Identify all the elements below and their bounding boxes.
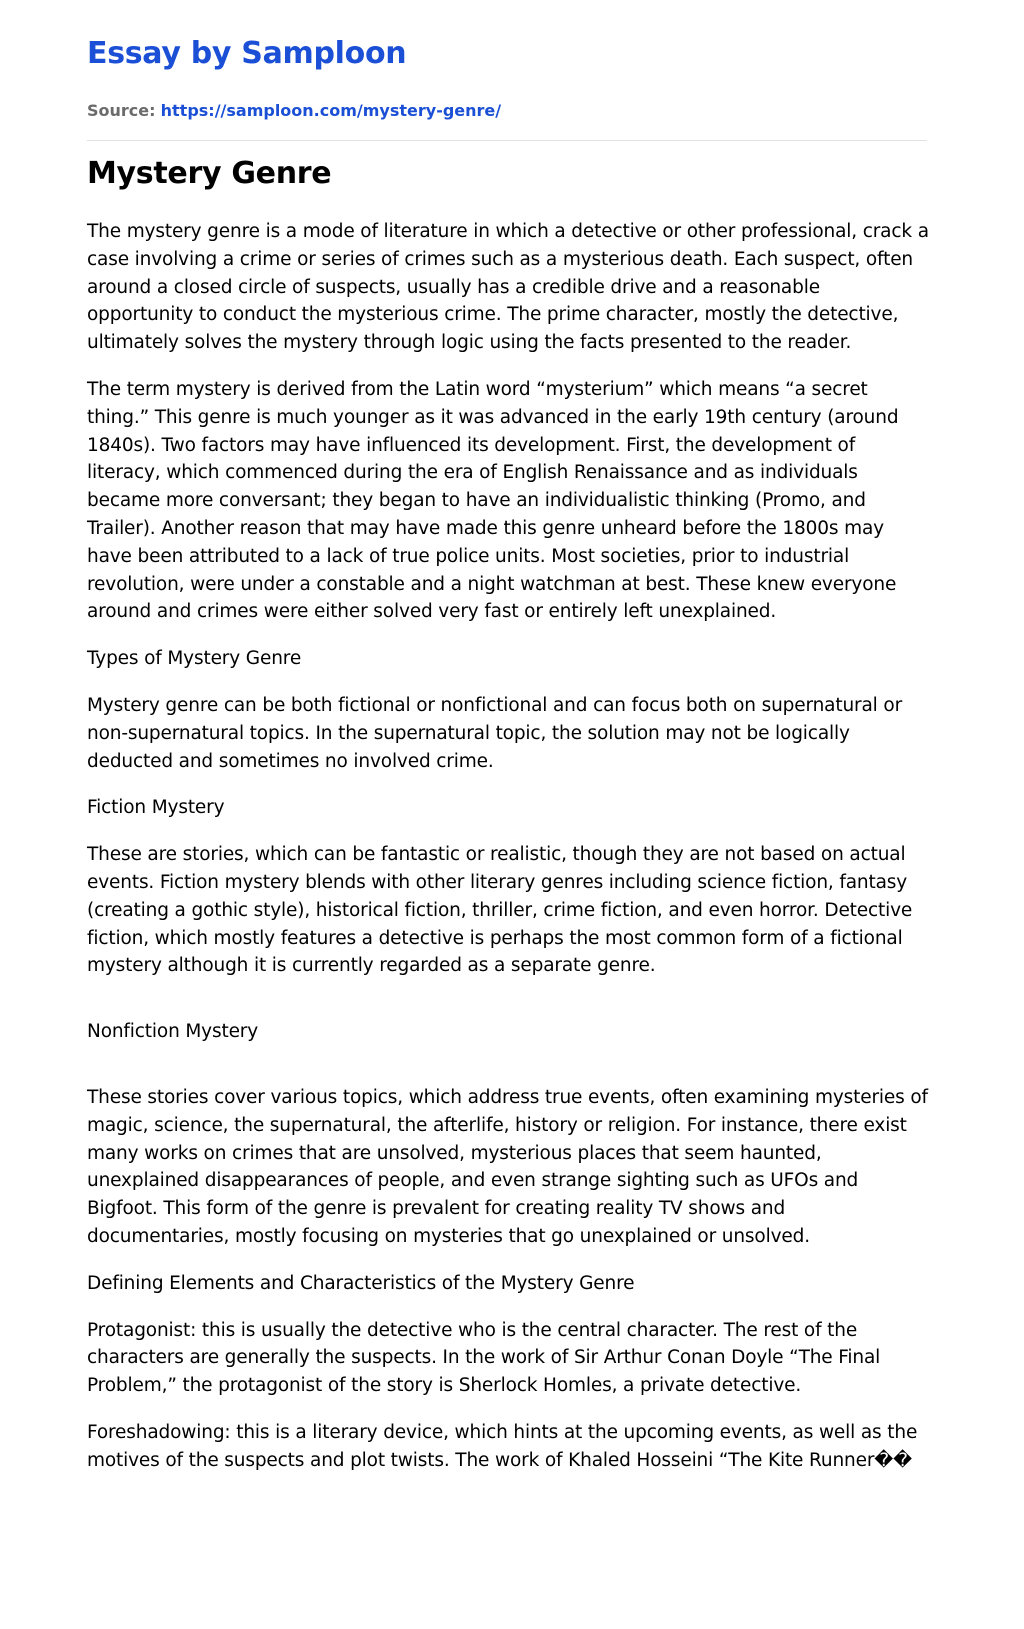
- source-line: [87, 100, 501, 122]
- document-body: [87, 218, 929, 1493]
- paragraph-intro: The mystery genre is a mode of literature in which a detective or other professional, crack a case involving a crime or series of crimes such as a mysterious death. Each suspect, often around a closed circle of suspects, usually has a credible drive and a reasonable opportunity to conduct the mysterious crime. The prime character, mostly the detective, ultimately solves the mystery through logic using the facts presented to the reader.: [87, 221, 929, 354]
- heading-elements: Defining Elements and Characteristics of the Mystery Genre: [87, 1272, 635, 1294]
- paragraph-fiction: These are stories, which can be fantastic or realistic, though they are not based on actual events. Fiction mystery blends with other literary genres including science fiction, fantasy (creating a gothic style), historical fiction, thriller, crime fiction, and even horror. Detective fiction, which mostly features a detective is perhaps the most common form of a fictional mystery although it is currently regarded as a separate genre.: [87, 844, 913, 977]
- source-link[interactable]: https://samploon.com/mystery-genre/: [160, 101, 502, 120]
- heading-nonfiction: Nonfiction Mystery: [87, 1021, 259, 1043]
- heading-types: Types of Mystery Genre: [87, 648, 302, 670]
- paragraph-protagonist: Protagonist: this is usually the detective who is the central character. The rest of the characters are generally the suspects. In the work of Sir Arthur Conan Doyle “The Final Problem,” the protagonist of the story is Sherlock Homles, a private detective.: [87, 1319, 881, 1397]
- heading-fiction: Fiction Mystery: [87, 797, 225, 819]
- paragraph-etymology: The term mystery is derived from the Latin word “mysterium” which means “a secret thing.” This genre is much younger as it was advanced in the early 19th century (around 1840s). Two factors may have influenced its development. First, the development of literacy, which commenced during the era of English Renaissance and as individuals became more conversant; they began to have an individualistic thinking (Promo, and Trailer). Another reason that may have made this genre unheard before the 1800s may have been attributed to a lack of true police units. Most societies, prior to industrial revolution, were under a constable and a night watchman at best. These knew everyone around and crimes were either solved very fast or entirely left unexplained.: [87, 378, 899, 623]
- paragraph-nonfiction: These stories cover various topics, which address true events, often examining mysteries of magic, science, the supernatural, the afterlife, history or religion. For instance, there exist many works on crimes that are unsolved, mysterious places that seem haunted, unexplained disappearances of people, and even strange sighting such as UFOs and Bigfoot. This form of the genre is prevalent for creating reality TV shows and documentaries, mostly focusing on mysteries that go unexplained or unsolved.: [87, 1086, 928, 1247]
- site-brand-title: Essay by Samploon: [87, 36, 407, 71]
- header-divider: [87, 140, 927, 141]
- paragraph-types: Mystery genre can be both fictional or nonfictional and can focus both on supernatural or non-supernatural topics. In the supernatural topic, the solution may not be logically deducted and sometimes no involved crime.: [87, 694, 903, 772]
- source-label: Source:: [87, 101, 156, 120]
- document-title: Mystery Genre: [87, 156, 332, 191]
- paragraph-foreshadowing: Foreshadowing: this is a literary device, which hints at the upcoming events, as well as the motives of the suspects and plot twists. The work of Khaled Hosseini “The Kite Runner��: [87, 1421, 918, 1471]
